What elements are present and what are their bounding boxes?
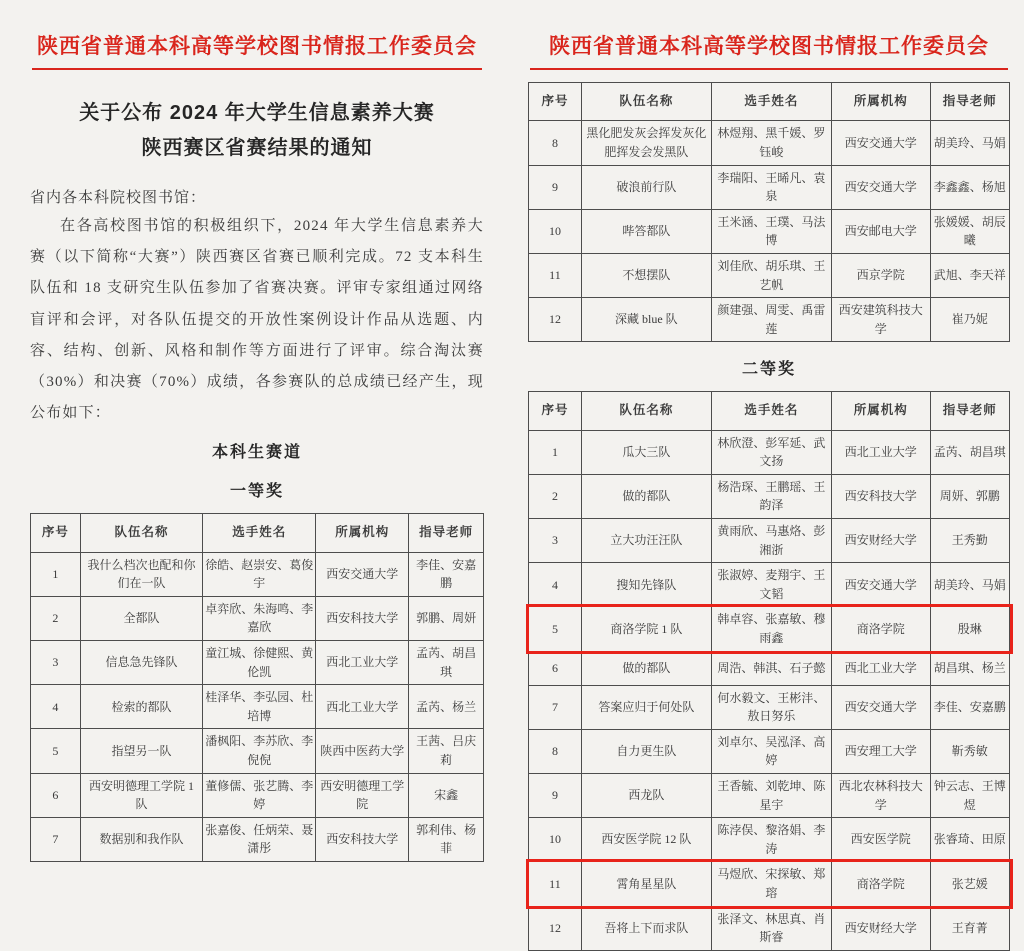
table-cell: 西安交通大学 <box>316 552 409 596</box>
table-cell: 5 <box>529 607 582 651</box>
table-cell: 胡昌琪、杨兰 <box>930 651 1009 685</box>
table-cell: 胡美玲、马娟 <box>930 563 1009 607</box>
table-cell: 殷琳 <box>930 607 1009 651</box>
table-cell: 2 <box>529 474 582 518</box>
table-cell: 搜知先锋队 <box>581 563 711 607</box>
table-cell: 张淑婷、麦翔宇、王文韬 <box>711 563 831 607</box>
table-cell: 12 <box>529 298 582 342</box>
table-cell: 孟芮、杨兰 <box>409 685 484 729</box>
track-heading: 本科生赛道 <box>211 444 302 462</box>
table-row <box>529 121 1010 165</box>
table-cell: 西北工业大学 <box>832 651 931 685</box>
table-row <box>529 818 1010 862</box>
table-cell: 崔乃妮 <box>930 298 1009 342</box>
table-row <box>529 774 1010 818</box>
table-cell: 王米涵、王璞、马法博 <box>711 209 831 253</box>
table-cell: 不想摆队 <box>581 253 711 297</box>
table-cell: 黑化肥发灰会挥发灰化肥挥发会发黑队 <box>581 121 711 165</box>
table-row <box>529 729 1010 773</box>
table-cell: 西龙队 <box>581 774 711 818</box>
table-cell: 胡美玲、马娟 <box>930 121 1009 165</box>
table-cell: 西安医学院 12 队 <box>581 818 711 862</box>
table-cell: 哔答都队 <box>581 209 711 253</box>
table-cell: 郭利伟、杨菲 <box>409 817 484 861</box>
table-cell: 潘枫阳、李苏欣、李倪倪 <box>203 729 316 773</box>
first-prize-table-rows-1-7 <box>30 513 484 862</box>
table-cell: 徐皓、赵崇安、葛俊宇 <box>203 552 316 596</box>
table-cell: 瓜大三队 <box>581 430 711 474</box>
table-cell: 7 <box>31 817 81 861</box>
table-cell: 张泽文、林思真、肖斯睿 <box>711 906 831 950</box>
table-cell: 西安交通大学 <box>832 563 931 607</box>
doc-title-line1: 关于公布 2024 年大学生信息素养大赛 <box>79 102 435 124</box>
table-cell: 西京学院 <box>832 253 931 297</box>
table-cell: 王育菁 <box>930 906 1009 950</box>
table-cell: 10 <box>529 209 582 253</box>
org-title-left: 陕西省普通本科高等学校图书情报工作委员会 <box>37 35 477 58</box>
table-cell: 西安建筑科技大学 <box>832 298 931 342</box>
column-header: 选手姓名 <box>203 514 316 552</box>
column-header: 指导老师 <box>930 83 1009 121</box>
table-row <box>529 209 1010 253</box>
column-header: 序号 <box>529 392 582 430</box>
table-cell: 陕西中医药大学 <box>316 729 409 773</box>
table-cell: 李鑫鑫、杨旭 <box>930 165 1009 209</box>
table-cell: 1 <box>31 552 81 596</box>
table-cell: 做的都队 <box>581 474 711 518</box>
table-header-row <box>529 83 1010 121</box>
table-cell: 桂泽华、李弘园、杜培博 <box>203 685 316 729</box>
table-cell: 数据别和我作队 <box>80 817 202 861</box>
salutation: 省内各本科院校图书馆： <box>30 190 207 206</box>
table-cell: 10 <box>529 818 582 862</box>
table-row <box>31 729 484 773</box>
table-cell: 西北工业大学 <box>316 641 409 685</box>
table-row <box>31 773 484 817</box>
table-cell: 西安财经大学 <box>832 519 931 563</box>
highlighted-table-row <box>529 862 1010 906</box>
table-row <box>31 596 484 640</box>
doc-title <box>30 96 484 166</box>
table-cell: 检索的都队 <box>80 685 202 729</box>
column-header: 所属机构 <box>832 392 931 430</box>
table-cell: 林煜翔、黑千媛、罗钰峻 <box>711 121 831 165</box>
table-row <box>529 685 1010 729</box>
table-header-row <box>529 392 1010 430</box>
table-cell: 4 <box>31 685 81 729</box>
table-cell: 董修儒、张艺腾、李婷 <box>203 773 316 817</box>
table-row <box>529 563 1010 607</box>
table-cell: 杨浩琛、王鹏瑶、王韵泽 <box>711 474 831 518</box>
table-row <box>529 165 1010 209</box>
table-cell: 信息急先锋队 <box>80 641 202 685</box>
table-cell: 指望另一队 <box>80 729 202 773</box>
table-cell: 黄雨欣、马惠烙、彭湘浙 <box>711 519 831 563</box>
table-cell: 童江城、徐健熙、黄伦凯 <box>203 641 316 685</box>
table-row <box>529 430 1010 474</box>
table-cell: 西安交通大学 <box>832 685 931 729</box>
table-row <box>529 253 1010 297</box>
table-cell: 破浪前行队 <box>581 165 711 209</box>
column-header: 序号 <box>529 83 582 121</box>
table-cell: 靳秀敏 <box>930 729 1009 773</box>
table-cell: 张嘉俊、任炳荣、聂潇彤 <box>203 817 316 861</box>
column-header: 所属机构 <box>832 83 931 121</box>
table-cell: 刘佳欣、胡乐琪、王艺帆 <box>711 253 831 297</box>
table-cell: 西安明德理工学院 <box>316 773 409 817</box>
table-cell: 王秀勤 <box>930 519 1009 563</box>
table-cell: 张媛媛、胡辰曦 <box>930 209 1009 253</box>
column-header: 指导老师 <box>409 514 484 552</box>
table-header-row <box>31 514 484 552</box>
org-title-right: 陕西省普通本科高等学校图书情报工作委员会 <box>549 35 989 58</box>
table-row <box>31 817 484 861</box>
table-cell: 立大功汪汪队 <box>581 519 711 563</box>
table-cell: 张艺媛 <box>930 862 1009 906</box>
table-row <box>529 474 1010 518</box>
first-prize-heading: 一等奖 <box>229 483 284 501</box>
table-row <box>529 906 1010 950</box>
table-row <box>31 685 484 729</box>
table-cell: 韩卓容、张嘉敏、穆雨鑫 <box>711 607 831 651</box>
table-cell: 马煜欣、宋探敏、郑瑢 <box>711 862 831 906</box>
table-cell: 郭鹏、周妍 <box>409 596 484 640</box>
doc-title-line2: 陕西赛区省赛结果的通知 <box>141 137 373 159</box>
table-cell: 做的都队 <box>581 651 711 685</box>
table-cell: 西安邮电大学 <box>832 209 931 253</box>
table-cell: 钟云志、王博煜 <box>930 774 1009 818</box>
table-cell: 西北工业大学 <box>316 685 409 729</box>
table-cell: 霄角星星队 <box>581 862 711 906</box>
table-cell: 张睿琦、田原 <box>930 818 1009 862</box>
body-paragraph: 在各高校图书馆的积极组织下，2024 年大学生信息素养大赛（以下简称“大赛”）陕西赛区省赛已顺利完成。72 支本科生队伍和 18 支研究生队伍参加了省赛决赛。评审专家组通过网络盲评和会评，对各队伍提交的开放性案例设计作品从选题、内容、结构、创新、风格和制作等方面进行了评审。综合淘汰赛（30%）和决赛（70%）成绩，各参赛队的总成绩已经产生，现公布如下： <box>30 218 484 422</box>
second-prize-table <box>528 391 1010 950</box>
table-cell: 3 <box>529 519 582 563</box>
table-cell: 王茜、吕庆莉 <box>409 729 484 773</box>
table-cell: 西安明德理工学院 1 队 <box>80 773 202 817</box>
table-cell: 西安科技大学 <box>316 817 409 861</box>
table-cell: 11 <box>529 253 582 297</box>
column-header: 队伍名称 <box>80 514 202 552</box>
first-prize-table-rows-8-12 <box>528 82 1010 342</box>
table-cell: 6 <box>31 773 81 817</box>
table-cell: 李佳、安嘉鹏 <box>409 552 484 596</box>
table-cell: 全都队 <box>80 596 202 640</box>
table-cell: 8 <box>529 729 582 773</box>
table-cell: 颜建强、周雯、禹雷莲 <box>711 298 831 342</box>
table-cell: 周浩、韩淇、石子懿 <box>711 651 831 685</box>
table-row <box>529 651 1010 685</box>
table-cell: 1 <box>529 430 582 474</box>
page-left <box>0 0 512 856</box>
table-cell: 我什么档次也配和你们在一队 <box>80 552 202 596</box>
table-cell: 3 <box>31 641 81 685</box>
table-cell: 商洛学院 <box>832 607 931 651</box>
table-row <box>31 552 484 596</box>
highlighted-table-row <box>529 607 1010 651</box>
table-cell: 6 <box>529 651 582 685</box>
red-divider-left <box>32 68 482 70</box>
table-row <box>529 298 1010 342</box>
column-header: 序号 <box>31 514 81 552</box>
red-divider-right <box>530 68 1008 70</box>
table-cell: 西安医学院 <box>832 818 931 862</box>
table-cell: 卓弈欣、朱海鸣、李嘉欣 <box>203 596 316 640</box>
table-cell: 西安交通大学 <box>832 165 931 209</box>
table-cell: 西安科技大学 <box>316 596 409 640</box>
table-cell: 西安科技大学 <box>832 474 931 518</box>
table-cell: 李瑞阳、王晞凡、袁泉 <box>711 165 831 209</box>
table-cell: 西北农林科技大学 <box>832 774 931 818</box>
table-cell: 西安理工大学 <box>832 729 931 773</box>
column-header: 队伍名称 <box>581 83 711 121</box>
table-row <box>529 519 1010 563</box>
table-cell: 11 <box>529 862 582 906</box>
table-cell: 西安财经大学 <box>832 906 931 950</box>
table-cell: 周妍、郭鹏 <box>930 474 1009 518</box>
table-cell: 深藏 blue 队 <box>581 298 711 342</box>
table-cell: 孟芮、胡昌琪 <box>930 430 1009 474</box>
table-cell: 吾将上下而求队 <box>581 906 711 950</box>
table-cell: 陈浡俣、黎洛娟、李涛 <box>711 818 831 862</box>
table-cell: 2 <box>31 596 81 640</box>
column-header: 选手姓名 <box>711 392 831 430</box>
table-cell: 宋鑫 <box>409 773 484 817</box>
table-cell: 林欣澄、彭军延、武文扬 <box>711 430 831 474</box>
table-cell: 武旭、李天祥 <box>930 253 1009 297</box>
table-cell: 李佳、安嘉鹏 <box>930 685 1009 729</box>
column-header: 指导老师 <box>930 392 1009 430</box>
table-cell: 西安交通大学 <box>832 121 931 165</box>
table-cell: 7 <box>529 685 582 729</box>
table-cell: 王香毓、刘乾坤、陈星宇 <box>711 774 831 818</box>
table-cell: 商洛学院 <box>832 862 931 906</box>
column-header: 队伍名称 <box>581 392 711 430</box>
table-cell: 刘卓尔、吴泓泽、高婷 <box>711 729 831 773</box>
table-cell: 答案应归于何处队 <box>581 685 711 729</box>
table-cell: 9 <box>529 165 582 209</box>
table-cell: 商洛学院 1 队 <box>581 607 711 651</box>
table-cell: 5 <box>31 729 81 773</box>
table-cell: 8 <box>529 121 582 165</box>
column-header: 选手姓名 <box>711 83 831 121</box>
table-cell: 何水毅文、王彬沣、敖日努乐 <box>711 685 831 729</box>
table-cell: 9 <box>529 774 582 818</box>
page-right <box>512 0 1024 945</box>
table-cell: 4 <box>529 563 582 607</box>
table-row <box>31 641 484 685</box>
column-header: 所属机构 <box>316 514 409 552</box>
table-cell: 孟芮、胡昌琪 <box>409 641 484 685</box>
table-cell: 自力更生队 <box>581 729 711 773</box>
table-cell: 西北工业大学 <box>832 430 931 474</box>
second-prize-heading: 二等奖 <box>741 361 796 379</box>
table-cell: 12 <box>529 906 582 950</box>
